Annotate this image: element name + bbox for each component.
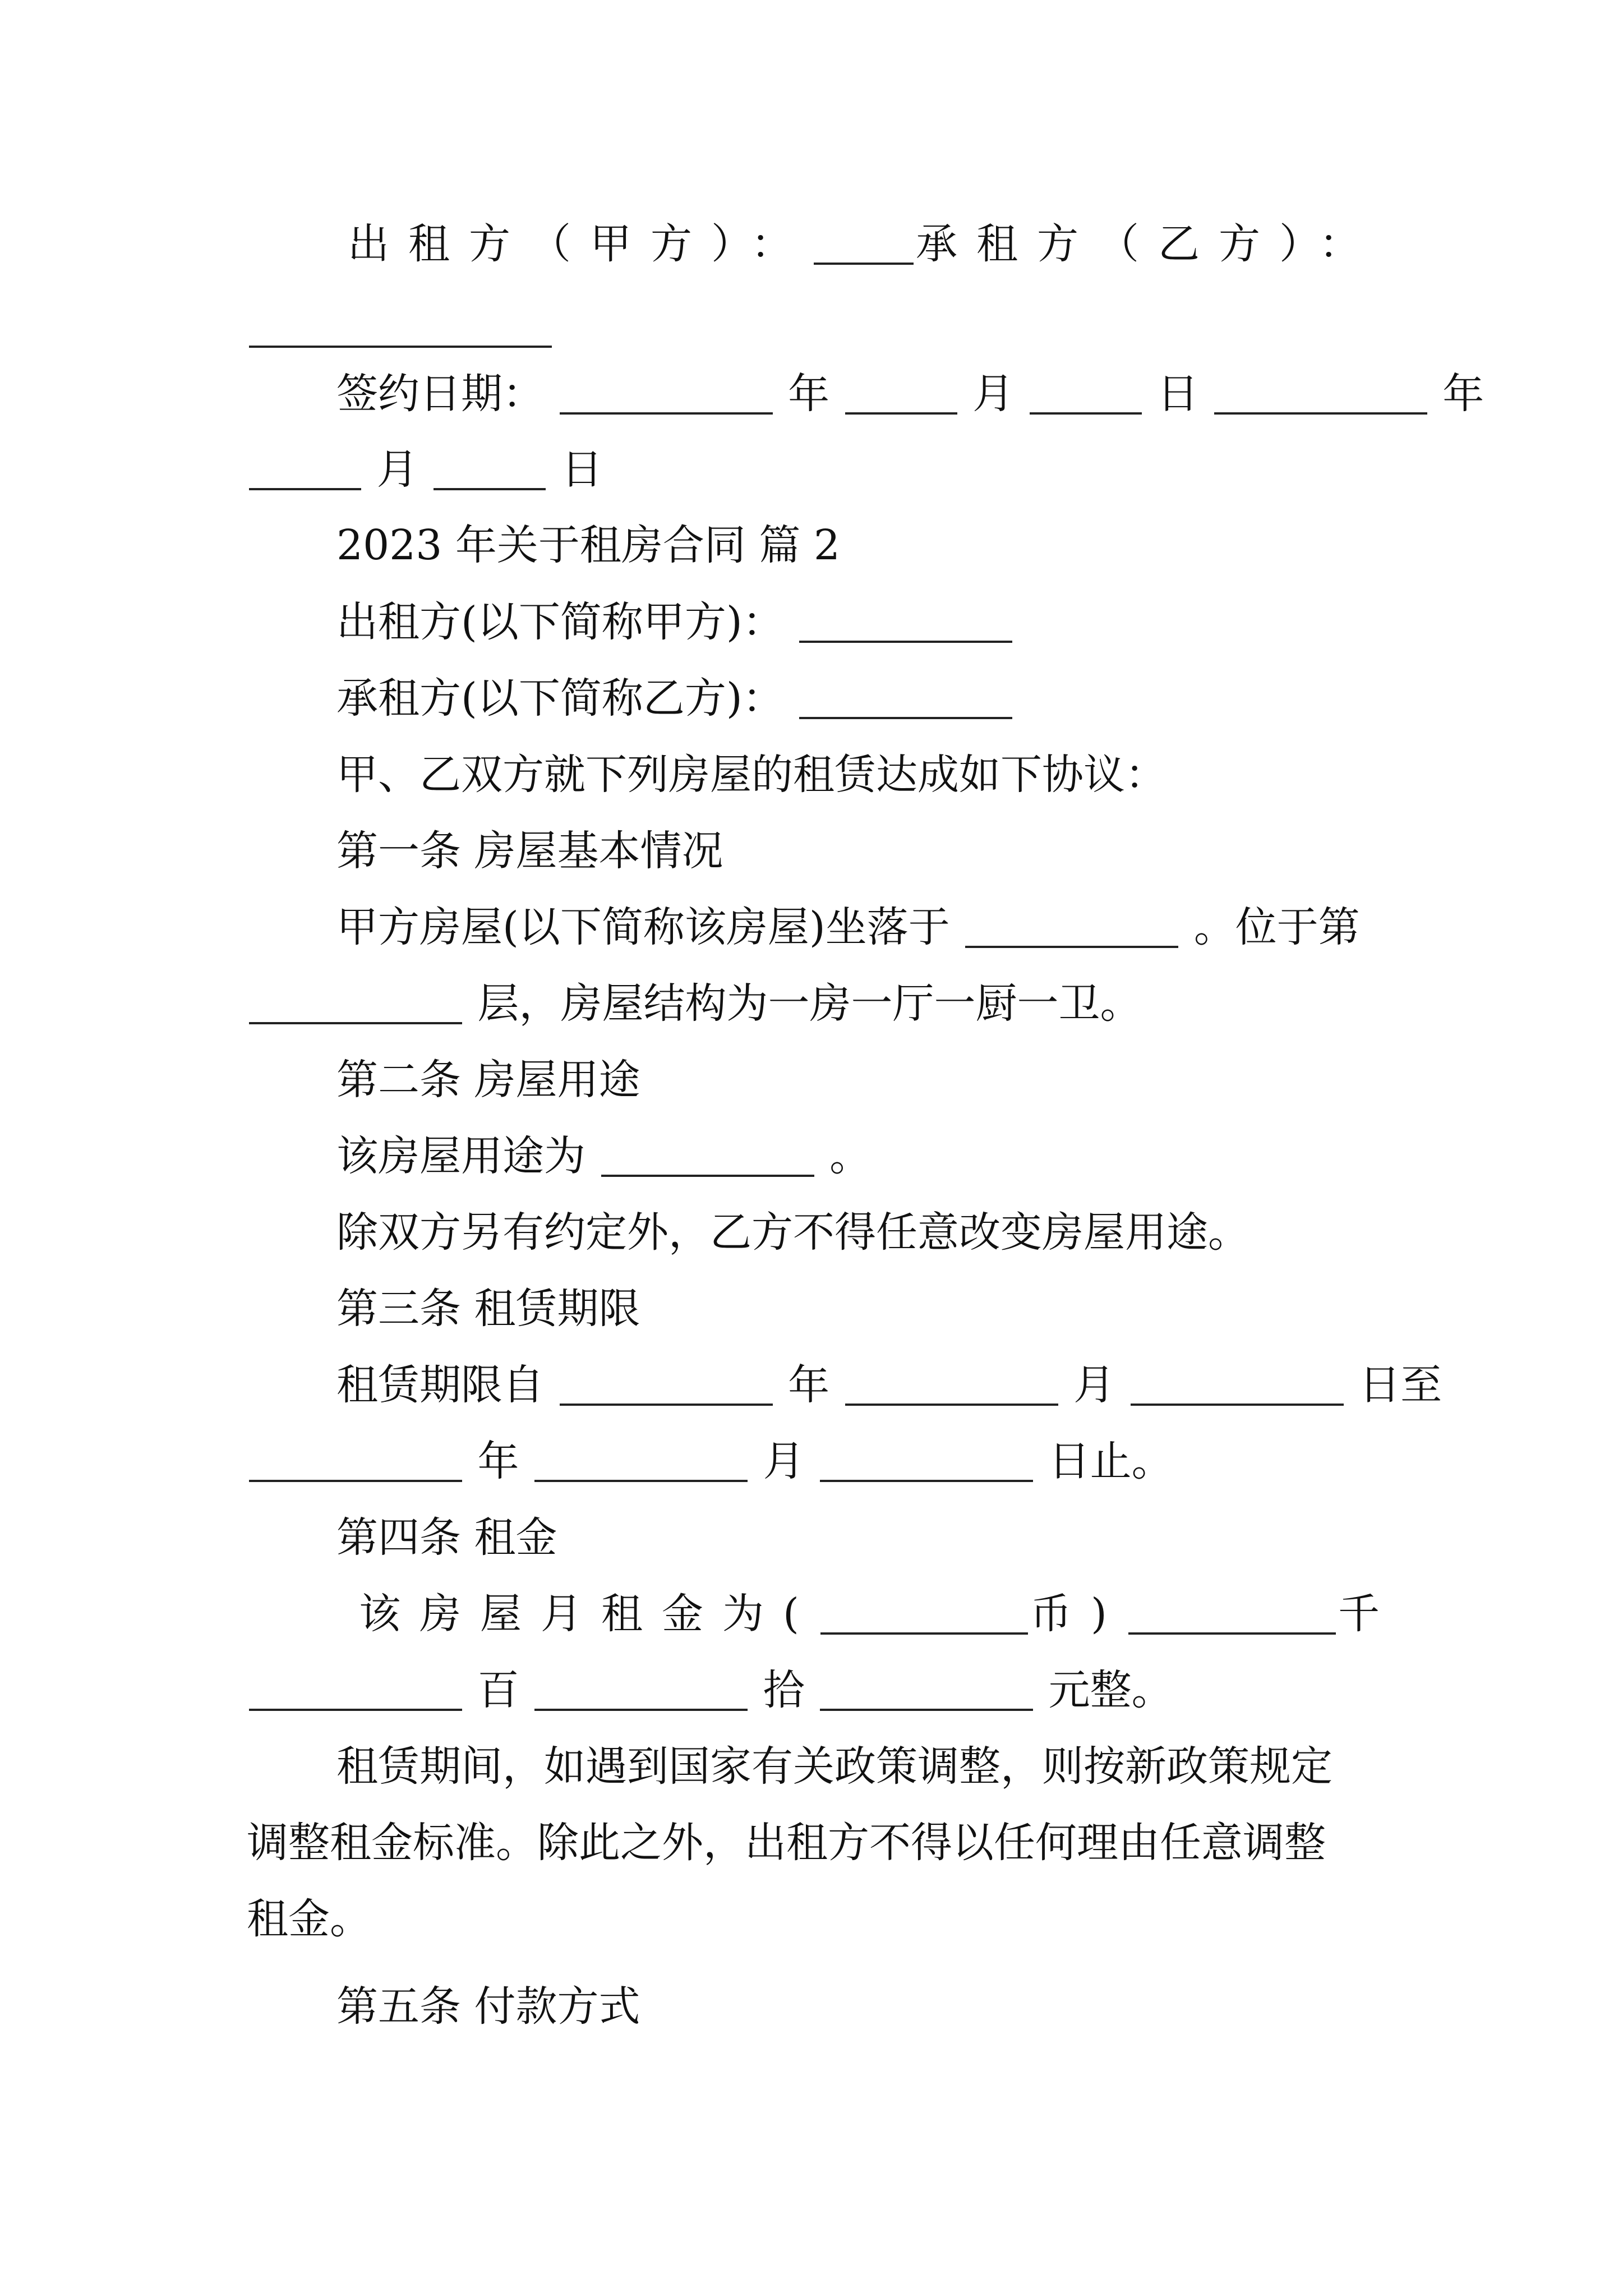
ten-blank — [534, 1708, 748, 1711]
lessee-abbr-blank — [799, 716, 1012, 719]
article-three-heading-text: 第三条 租赁期限 — [336, 1285, 640, 1333]
signing-day-label: 日 — [1157, 370, 1199, 418]
lease-start-year-blank — [560, 1403, 773, 1406]
lease-end-year-label: 年 — [477, 1437, 519, 1485]
article-three-heading — [336, 1285, 1469, 1333]
article-five-heading — [336, 1982, 1469, 2031]
currency-label: 币) — [1030, 1590, 1126, 1638]
signing-month-label: 月 — [972, 370, 1015, 418]
article-four-heading — [336, 1513, 1469, 1562]
property-structure-text: 层，房屋结构为一房一厅一厨一卫。 — [477, 979, 1142, 1028]
property-location-line — [336, 903, 1469, 951]
property-use-line — [336, 1132, 1469, 1180]
ten-label: 拾 — [763, 1666, 805, 1714]
lessor-abbr-blank — [799, 640, 1012, 643]
currency-blank — [820, 1632, 1028, 1635]
lease-end-month-label: 月 — [763, 1437, 805, 1485]
lease-period-start-line — [336, 1361, 1469, 1409]
agreement-intro — [336, 751, 1469, 799]
article-two-heading — [336, 1056, 1469, 1104]
property-floor-prefix: 。位于第 — [1193, 903, 1360, 951]
lease-start-year-label: 年 — [788, 1361, 830, 1409]
signing-date-continued-line — [247, 445, 1380, 494]
rent-policy-line-1 — [336, 1742, 1469, 1791]
rent-amount-label: 该房屋月租金为( — [359, 1590, 818, 1638]
lessee-label: 承租方（乙方）： — [916, 220, 1380, 268]
agreement-intro-text: 甲、乙双方就下列房屋的租赁达成如下协议： — [336, 751, 1166, 799]
signing-month-blank — [845, 412, 957, 415]
rent-breakdown-line — [247, 1666, 1380, 1714]
yuan-blank — [820, 1708, 1033, 1711]
thousand-label: 千 — [1338, 1590, 1380, 1638]
rent-policy-line-3 — [247, 1895, 1380, 1943]
signing-second-day-label: 日 — [561, 445, 603, 494]
signing-day-blank — [1030, 412, 1142, 415]
lease-period-start-label: 租赁期限自 — [336, 1361, 544, 1409]
use-restriction-text: 除双方另有约定外，乙方不得任意改变房屋用途。 — [336, 1208, 1249, 1257]
property-location-label: 甲方房屋(以下简称该房屋)坐落于 — [336, 903, 950, 951]
lessee-abbr-line — [336, 674, 1469, 723]
signing-year-blank — [560, 412, 773, 415]
article-one-heading — [336, 827, 1469, 875]
article-four-heading-text: 第四条 租金 — [336, 1513, 557, 1562]
article-two-heading-text: 第二条 房屋用途 — [336, 1056, 640, 1104]
lease-period-end-line — [247, 1437, 1380, 1485]
rent-policy-text-3: 租金。 — [247, 1895, 371, 1943]
signing-date-line — [336, 370, 1484, 418]
signing-year-label: 年 — [788, 370, 830, 418]
lessor-label: 出租方（甲方）： — [348, 220, 811, 268]
signing-date-label: 签约日期： — [336, 370, 544, 418]
thousand-blank — [1128, 1632, 1336, 1635]
signing-second-year-blank — [1214, 412, 1427, 415]
lessee-blank-line — [247, 307, 1380, 349]
rent-amount-line — [359, 1590, 1380, 1638]
signing-second-month-blank — [249, 487, 361, 490]
lease-start-day-label: 日至 — [1359, 1361, 1442, 1409]
article-five-heading-text: 第五条 付款方式 — [336, 1982, 640, 2031]
rent-policy-text-1: 租赁期间，如遇到国家有关政策调整，则按新政策规定 — [336, 1742, 1332, 1791]
yuan-label: 元整。 — [1048, 1666, 1173, 1714]
lessee-blank — [249, 345, 552, 348]
hundred-blank — [249, 1708, 462, 1711]
lessor-abbr-label: 出租方(以下简称甲方)： — [336, 598, 784, 646]
property-location-blank — [965, 945, 1178, 948]
property-floor-blank — [249, 1022, 462, 1024]
use-restriction-line — [336, 1208, 1469, 1257]
article-one-heading-text: 第一条 房屋基本情况 — [336, 827, 723, 875]
lease-start-month-label: 月 — [1073, 1361, 1115, 1409]
property-use-period: 。 — [829, 1132, 872, 1180]
rent-policy-line-2 — [247, 1819, 1380, 1867]
contract-heading — [336, 521, 1469, 569]
rent-policy-text-2: 调整租金标准。除此之外，出租方不得以任何理由任意调整 — [247, 1819, 1326, 1867]
contract-heading-text: 2023 年关于租房合同 篇 2 — [336, 521, 840, 569]
signing-second-day-blank — [434, 487, 546, 490]
lessor-lessee-line — [348, 220, 1380, 268]
property-use-label: 该房屋用途为 — [336, 1132, 585, 1180]
lessor-blank — [814, 262, 914, 265]
property-floor-line — [247, 979, 1380, 1028]
hundred-label: 百 — [477, 1666, 519, 1714]
lessee-abbr-label: 承租方(以下简称乙方)： — [336, 674, 784, 723]
lease-end-year-blank — [249, 1479, 462, 1482]
lessor-abbr-line — [336, 598, 1469, 646]
lease-start-month-blank — [845, 1403, 1058, 1406]
signing-second-month-label: 月 — [376, 445, 418, 494]
lease-end-month-blank — [534, 1479, 748, 1482]
lease-end-day-blank — [820, 1479, 1033, 1482]
signing-second-year-label: 年 — [1442, 370, 1484, 418]
lease-start-day-blank — [1131, 1403, 1344, 1406]
lease-end-day-label: 日止。 — [1048, 1437, 1173, 1485]
property-use-blank — [601, 1174, 814, 1177]
